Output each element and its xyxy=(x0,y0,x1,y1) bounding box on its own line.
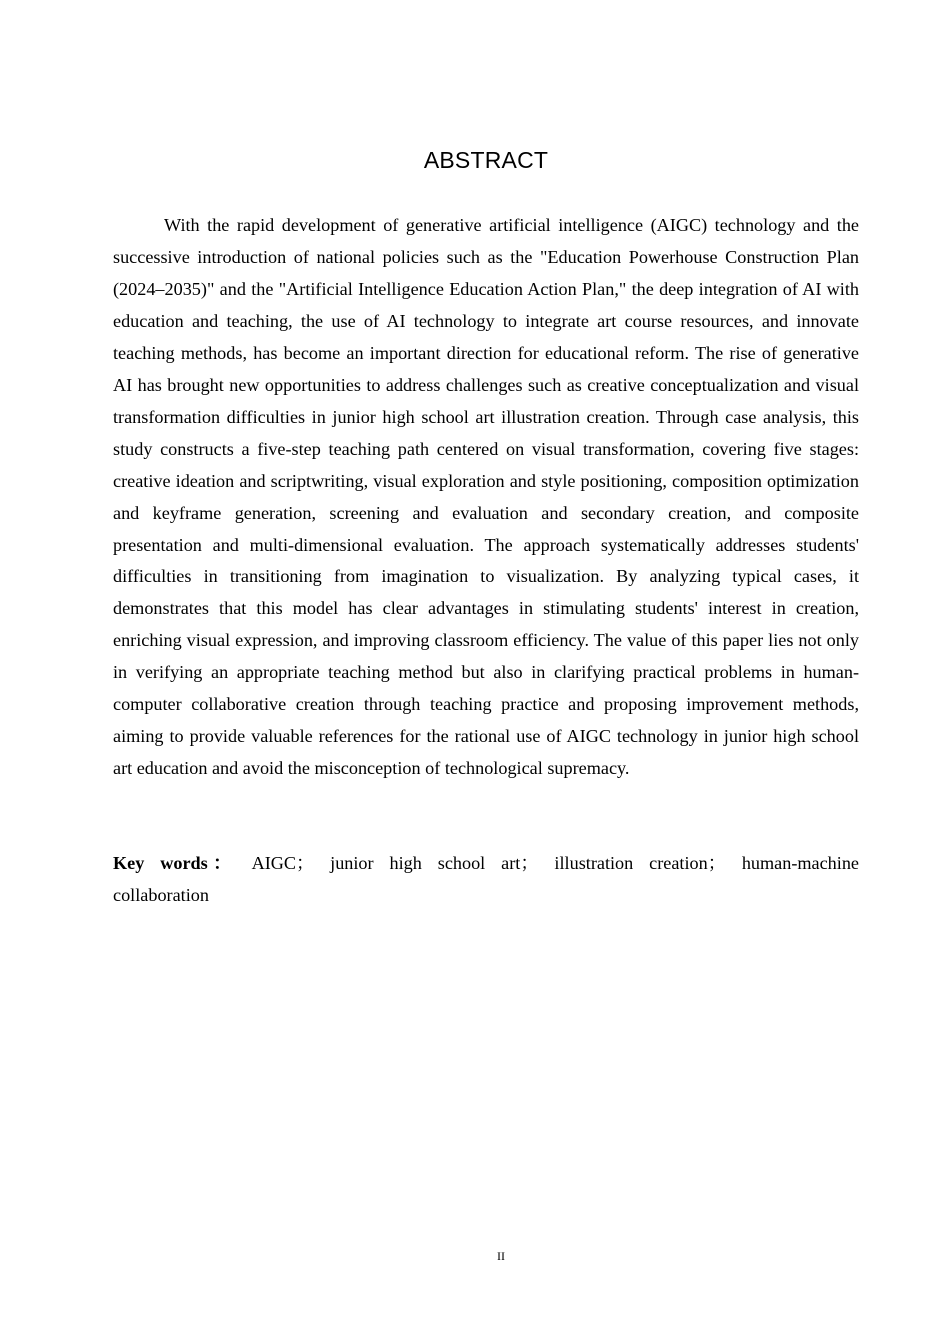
abstract-body: With the rapid development of generative artificial intelligence (AIGC) technology and the successive introduction of national policies such as the "Education Powerhouse Construction Plan (2024–2035)" and the "Artificial Intelligence Education Action Plan," the deep integration of AI with education and teaching, the use of AI technology to integrate art course resources, and innovate teaching methods, has become an important direction for educational reform. The rise of generative AI has brought new opportunities to address challenges such as creative conceptualization and visual transformation difficulties in junior high school art illustration creation. Through case analysis, this study constructs a five-step teaching path centered on visual transformation, covering five stages: creative ideation and scriptwriting, visual exploration and style positioning, composition optimization and keyframe generation, screening and evaluation and secondary creation, and composite presentation and multi-dimensional evaluation. The approach systematically addresses students' difficulties in transitioning from imagination to visualization. By analyzing typical cases, it demonstrates that this model has clear advantages in stimulating students' interest in creation, enriching visual expression, and improving classroom efficiency. The value of this paper lies not only in verifying an appropriate teaching method but also in clarifying practical problems in human-computer collaborative creation through teaching practice and proposing improvement methods, aiming to provide valuable references for the rational use of AIGC technology in junior high school art education and avoid the misconception of technological supremacy. xyxy=(113,215,859,779)
keywords-list: AIGC； junior high school art； illustration creation； human-machine collaboration xyxy=(113,853,859,905)
page-number: II xyxy=(497,1249,505,1263)
keywords-line xyxy=(113,848,859,912)
keywords-label: Key words： xyxy=(113,853,237,873)
abstract-heading: ABSTRACT xyxy=(423,147,549,173)
